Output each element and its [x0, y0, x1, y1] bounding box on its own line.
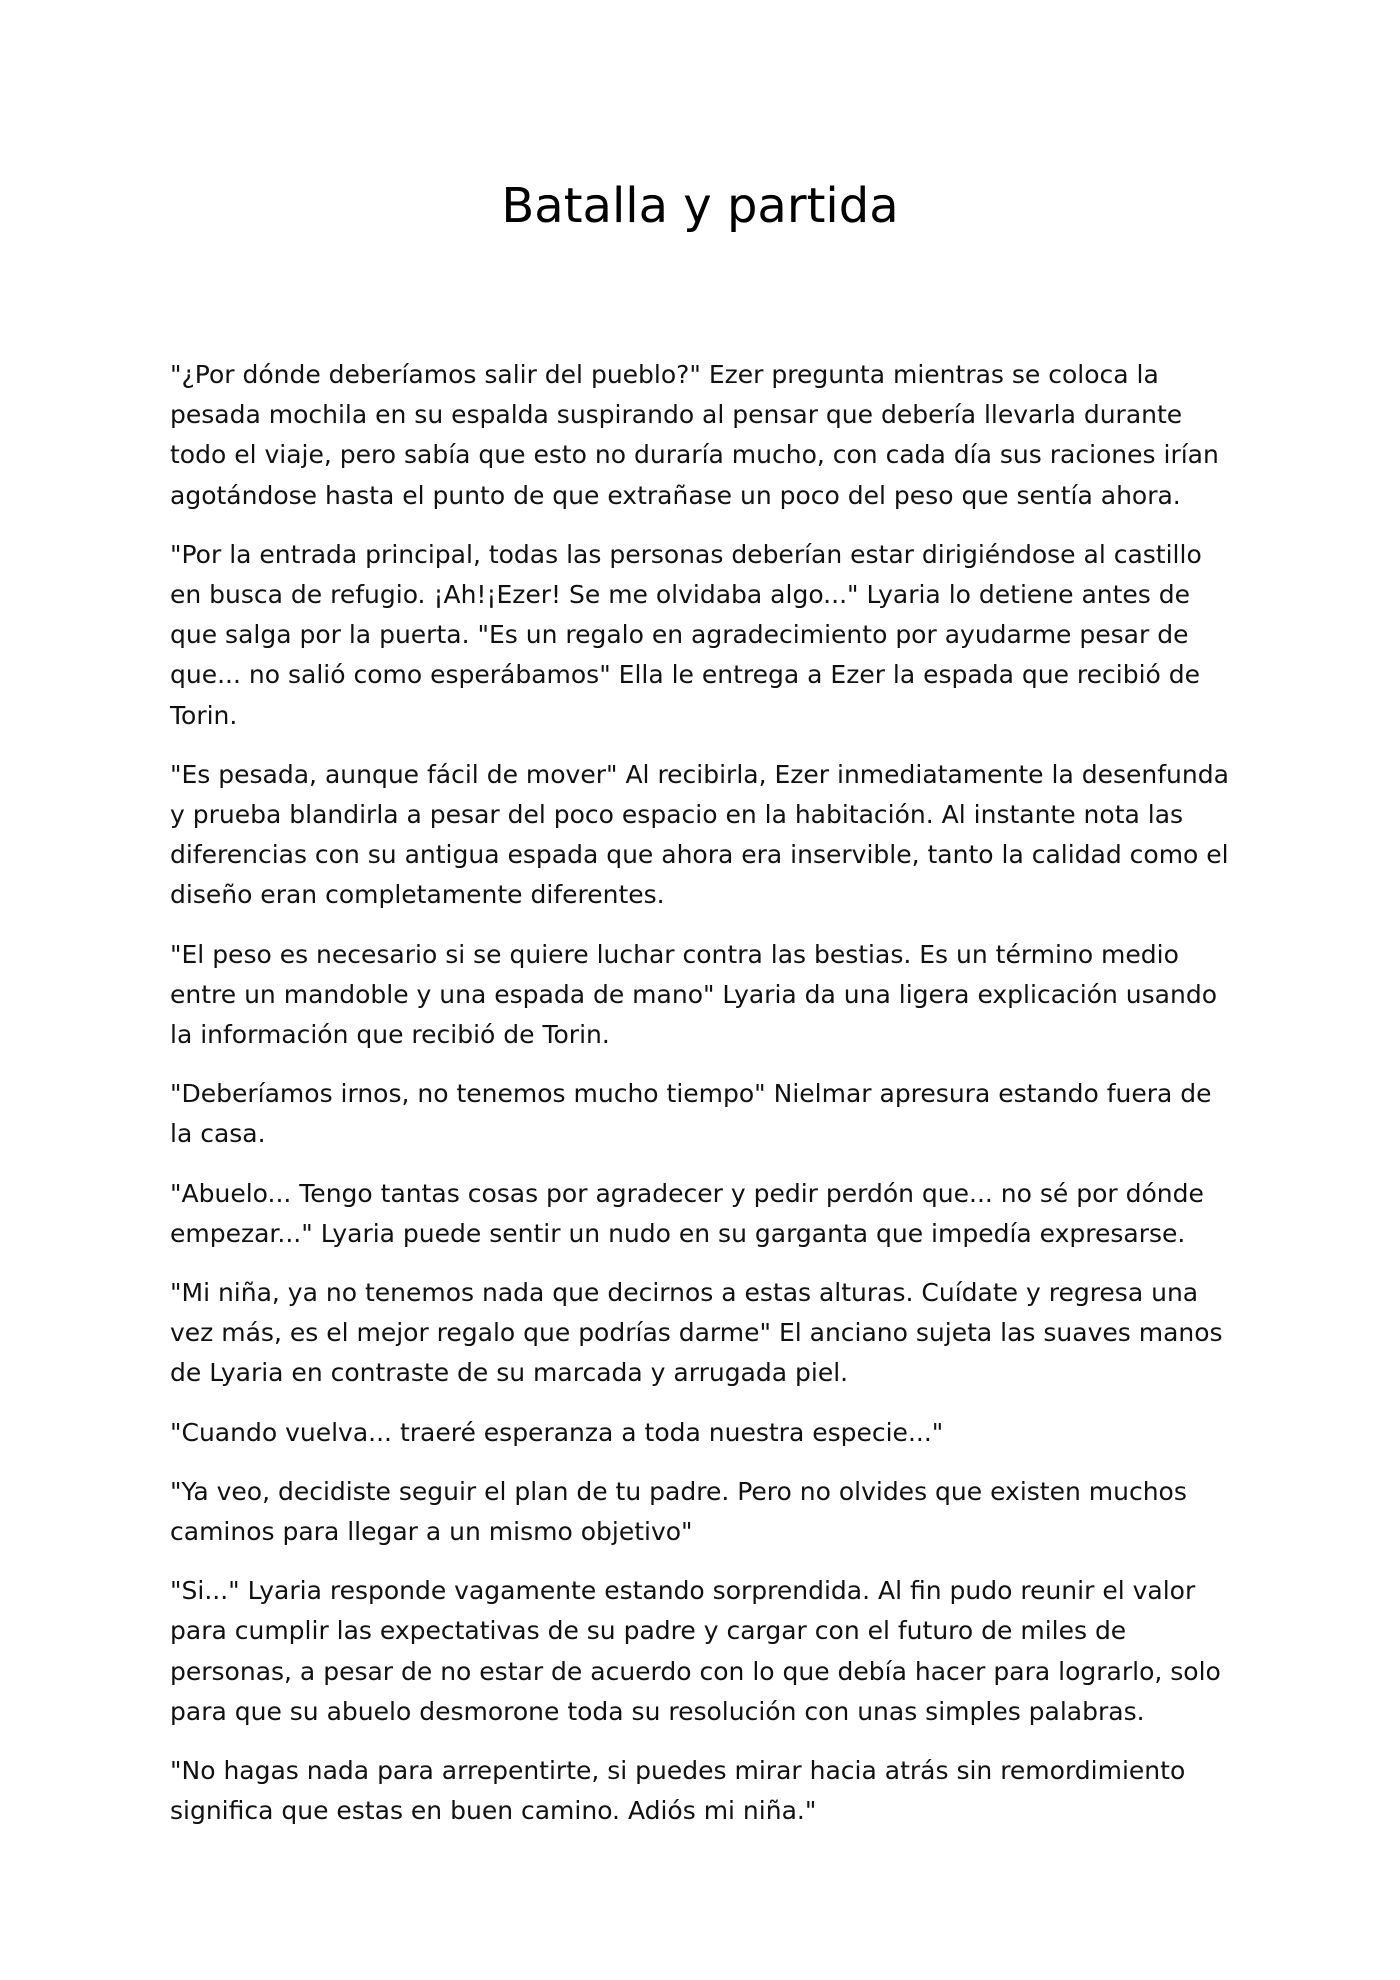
paragraph: "Ya veo, decidiste seguir el plan de tu padre. Pero no olvides que existen muchos caminos para llegar a un mismo objetivo" [170, 1476, 1187, 1547]
paragraph: "Deberíamos irnos, no tenemos mucho tiempo" Nielmar apresura estando fuera de la casa. [170, 1079, 1212, 1149]
paragraph: "¿Por dónde deberíamos salir del pueblo?" Ezer pregunta mientras se coloca la pesada mochila en su espalda suspirando al pensar que debería llevarla durante todo el viaje, pero sabía que esto no duraría mucho, con cada día sus raciones irían agotándose hasta el punto de que extrañase un poco del peso que sentía ahora. [170, 360, 1219, 510]
paragraph: "Por la entrada principal, todas las personas deberían estar dirigiéndose al castillo en busca de refugio. ¡Ah!¡Ezer! Se me olvidaba algo..." Lyaria lo detiene antes de que salga por la puerta. "Es un regalo en agradecimiento por ayudarme pesar de que... no salió como esperábamos" Ella le entrega a Ezer la espada que recibió de Torin. [170, 539, 1202, 730]
body-text [170, 355, 1235, 1851]
paragraph: "Cuando vuelva... traeré esperanza a toda nuestra especie..." [170, 1417, 944, 1447]
paragraph: "No hagas nada para arrepentirte, si puedes mirar hacia atrás sin remordimiento significa que estas en buen camino. Adiós mi niña." [170, 1756, 1186, 1826]
paragraph: "Es pesada, aunque fácil de mover" Al recibirla, Ezer inmediatamente la desenfunda y prueba blandirla a pesar del poco espacio en la habitación. Al instante nota las diferencias con su antigua espada que ahora era inservible, tanto la calidad como el diseño eran completamente diferentes. [170, 759, 1229, 910]
paragraph: "Abuelo... Tengo tantas cosas por agradecer y pedir perdón que... no sé por dónde empezar..." Lyaria puede sentir un nudo en su garganta que impedía expresarse. [170, 1178, 1204, 1248]
page-title: Batalla y partida [501, 178, 899, 234]
paragraph: "El peso es necesario si se quiere luchar contra las bestias. Es un término medio entre un mandoble y una espada de mano" Lyaria da una ligera explicación usando la información que recibió de Torin. [170, 939, 1217, 1050]
paragraph: "Si..." Lyaria responde vagamente estando sorprendida. Al fin pudo reunir el valor para cumplir las expectativas de su padre y cargar con el futuro de miles de personas, a pesar de no estar de acuerdo con lo que debía hacer para lograrlo, solo para que su abuelo desmorone toda su resolución con unas simples palabras. [170, 1576, 1221, 1726]
paragraph: "Mi niña, ya no tenemos nada que decirnos a estas alturas. Cuídate y regresa una vez más, es el mejor regalo que podrías darme" El anciano sujeta las suaves manos de Lyaria en contraste de su marcada y arrugada piel. [170, 1278, 1223, 1388]
